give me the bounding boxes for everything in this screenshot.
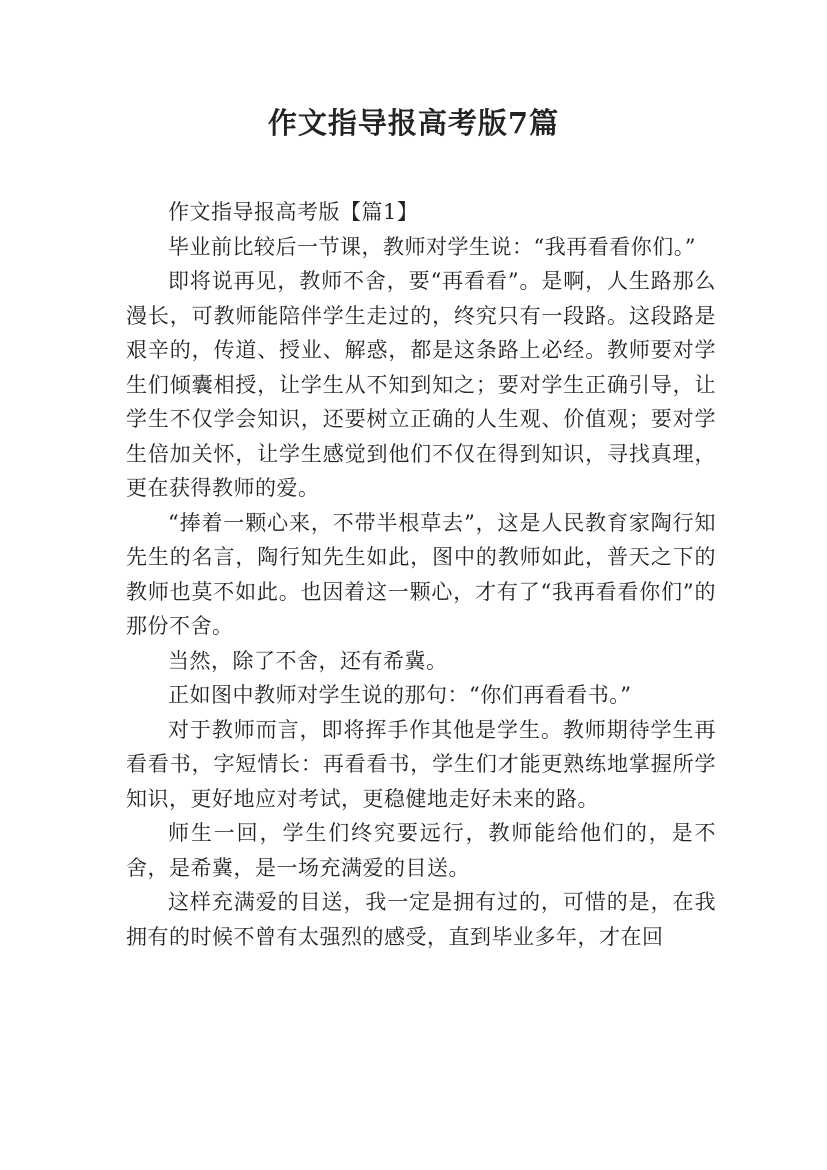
paragraph: 对于教师而言，即将挥手作其他是学生。教师期待学生再看看书，字短情长：再看看书，学生们才能更熟练地掌握所学知识，更好地应对考试，更稳健地走好未来的路。: [126, 717, 716, 811]
paragraph: 这样充满爱的目送，我一定是拥有过的，可惜的是，在我拥有的时候不曾有太强烈的感受，直到毕业多年，才在回: [126, 890, 716, 949]
paragraph: 正如图中教师对学生说的那句：“你们再看看书。”: [168, 683, 632, 707]
paragraph: 师生一回，学生们终究要远行，教师能给他们的，是不舍，是希冀，是一场充满爱的目送。: [126, 821, 716, 880]
paragraph: 毕业前比较后一节课，教师对学生说：“我再看看你们。”: [168, 234, 696, 259]
document-title: 作文指导报高考版7篇: [267, 106, 560, 140]
paragraph: 即将说再见，教师不舍，要“再看看”。是啊，人生路那么漫长，可教师能陪伴学生走过的，终究只有一段路。这段路是艰辛的，传道、授业、解惑，都是这条路上必经。教师要对学生们倾囊相授，让学生从不知到知之；要对学生正确引导，让学生不仅学会知识，还要树立正确的人生观、价值观；要对学生倍加关怀，让学生感觉到他们不仅在得到知识，寻找真理，更在获得教师的爱。: [126, 269, 716, 500]
section-heading: 作文指导报高考版【篇1】: [168, 200, 419, 224]
document-body: [126, 195, 716, 954]
paragraph: “捧着一颗心来，不带半根草去”，这是人民教育家陶行知先生的名言，陶行知先生如此，图中的教师如此，普天之下的教师也莫不如此。也因着这一颗心，才有了“我再看看你们”的那份不舍。: [126, 510, 716, 638]
paragraph: 当然，除了不舍，还有希冀。: [168, 648, 448, 673]
